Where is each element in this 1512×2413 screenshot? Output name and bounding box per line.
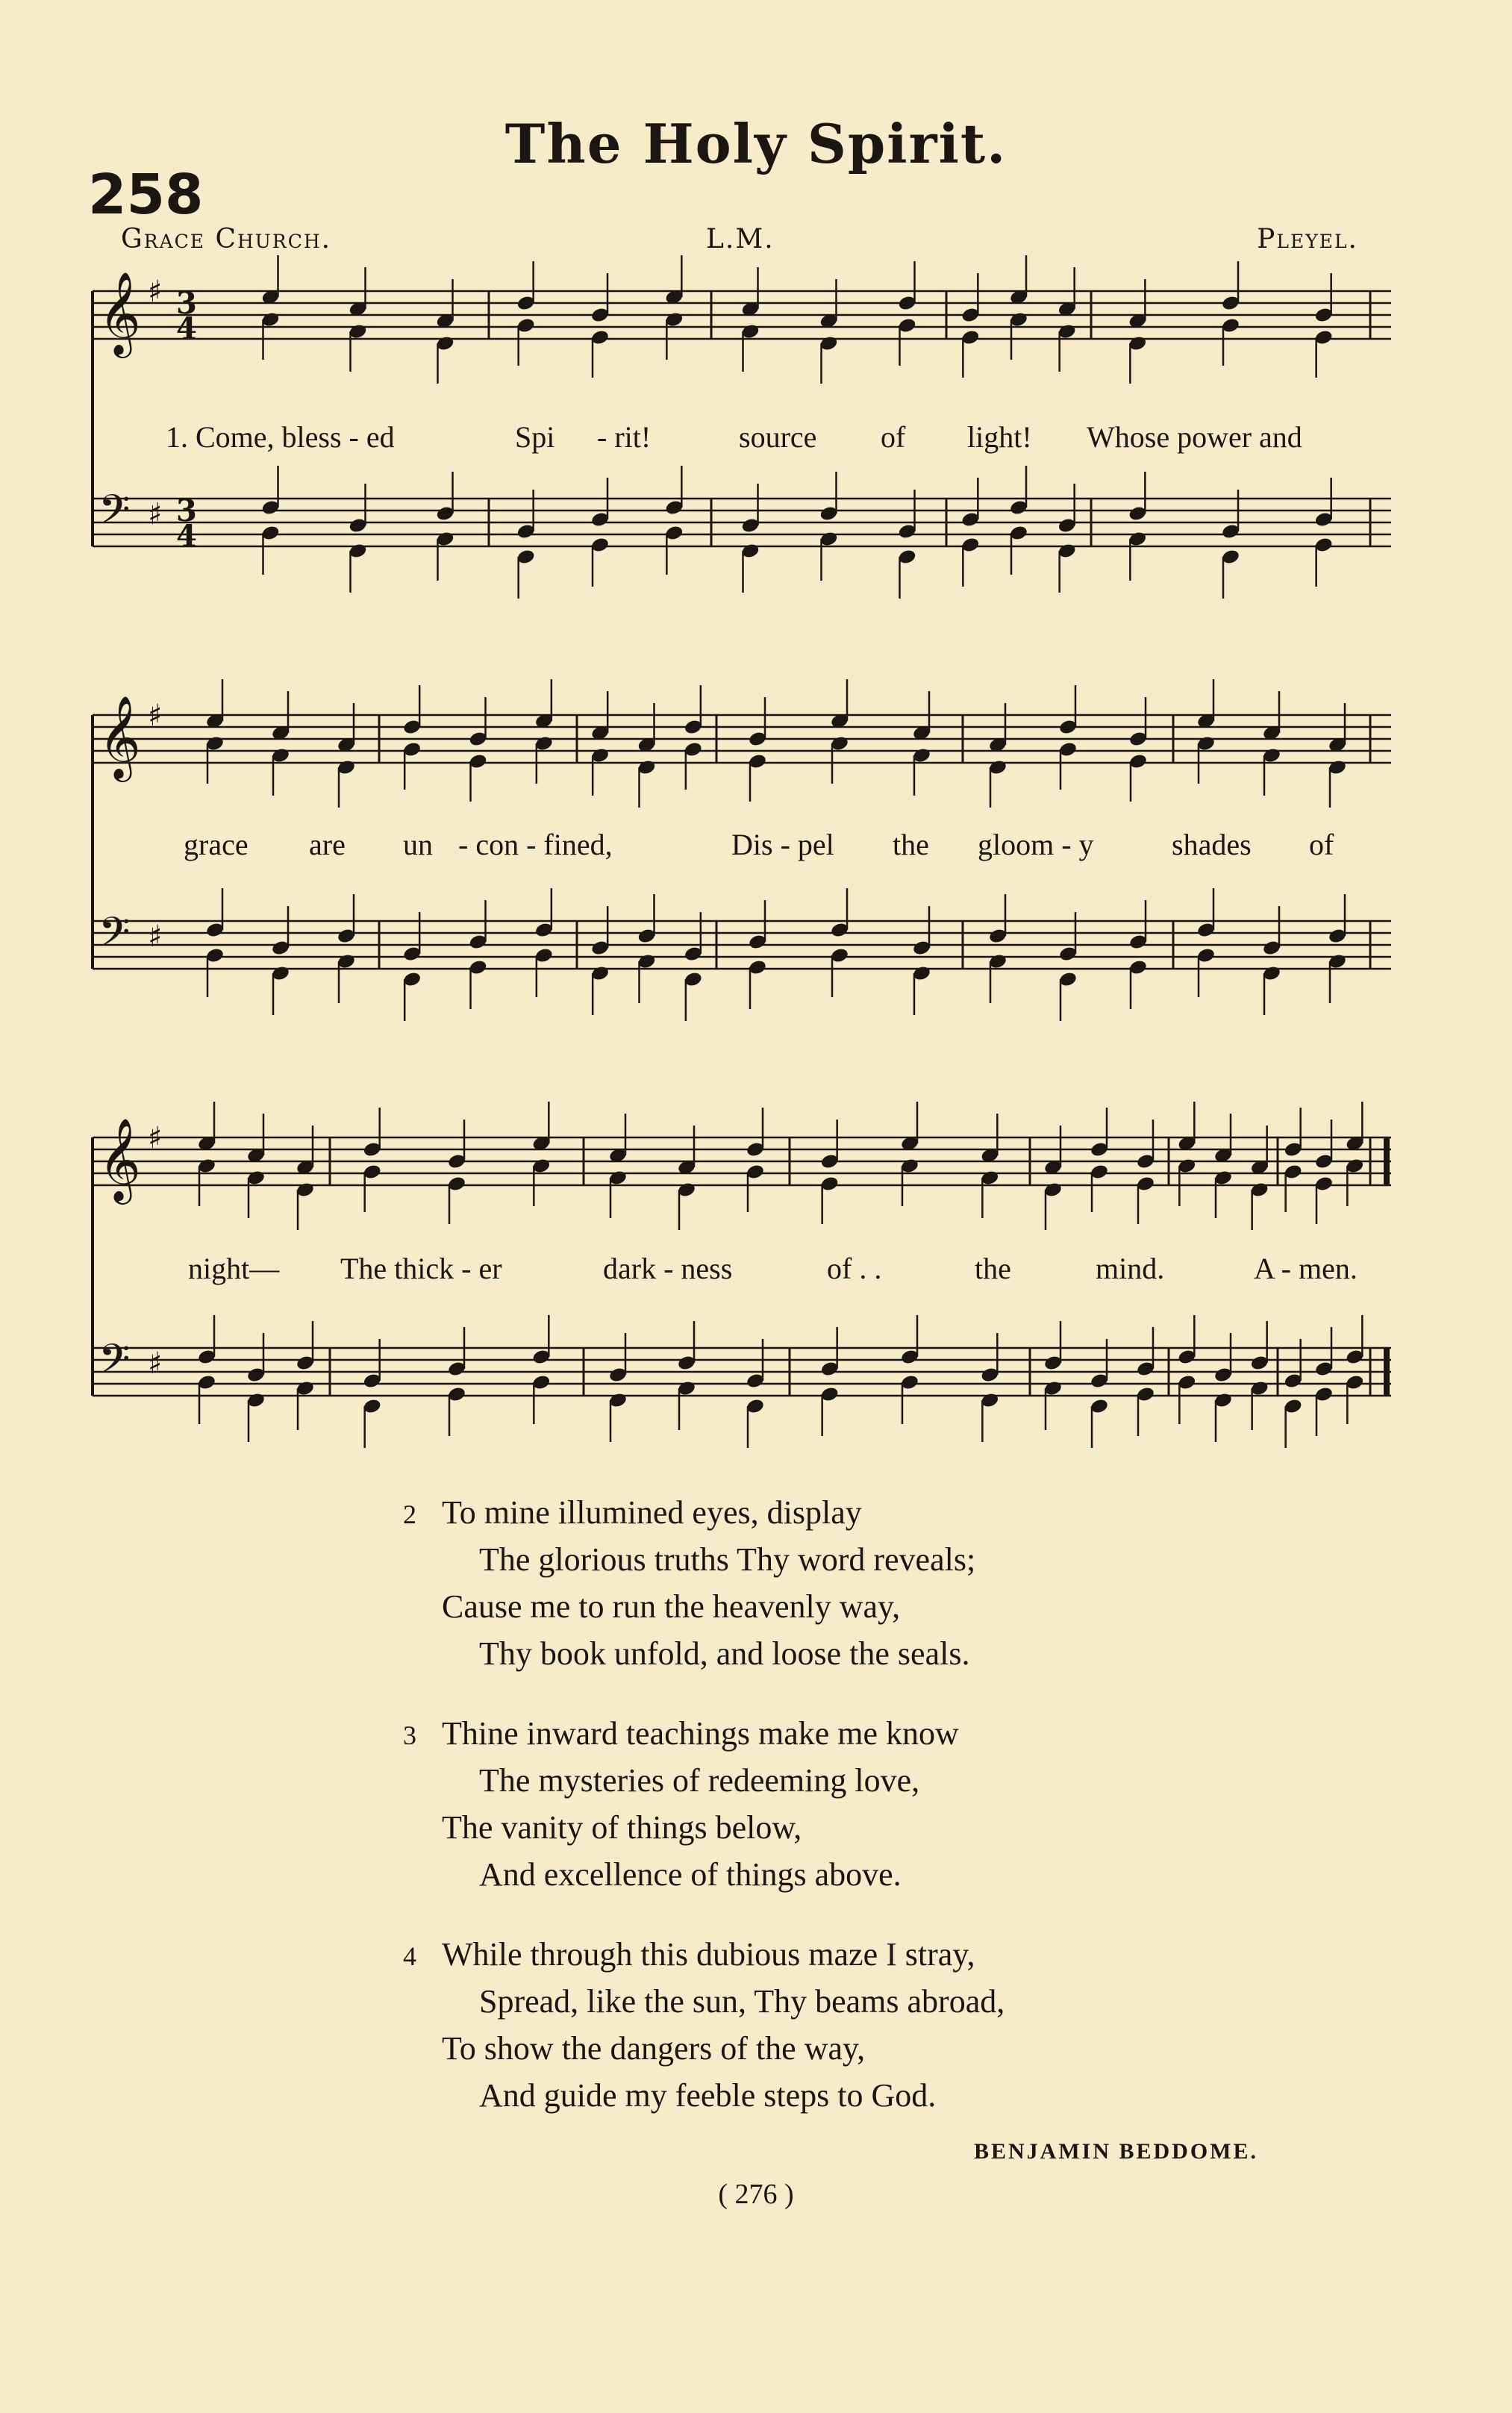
lyric-syllable: the bbox=[893, 828, 929, 861]
lyric-syllable: A - men. bbox=[1254, 1252, 1358, 1285]
meter: L.M. bbox=[706, 224, 775, 255]
key-signature-sharp: ♯ bbox=[148, 497, 163, 531]
key-signature-sharp: ♯ bbox=[148, 699, 163, 733]
treble-clef: 𝄞 bbox=[99, 1117, 141, 1201]
lyric-syllable: - rit! bbox=[597, 420, 652, 454]
lyric-syllable: Spi bbox=[515, 420, 555, 454]
lyric-syllable: shades bbox=[1172, 828, 1252, 861]
treble-clef: 𝄞 bbox=[99, 695, 141, 778]
verse-line: Thine inward teachings make me know bbox=[442, 1715, 959, 1752]
verse-line: And excellence of things above. bbox=[479, 1856, 902, 1893]
bass-clef: 𝄢 bbox=[99, 486, 131, 543]
key-signature-sharp: ♯ bbox=[148, 1346, 163, 1381]
verse-line: Spread, like the sun, Thy beams abroad, bbox=[479, 1983, 1005, 2020]
verse-line: While through this dubious maze I stray, bbox=[442, 1936, 975, 1973]
verse-line: Thy book unfold, and loose the seals. bbox=[479, 1635, 970, 1672]
verse-line: The vanity of things below, bbox=[442, 1809, 802, 1846]
lyric-syllable: of . . bbox=[827, 1252, 882, 1285]
lyric-syllable: light! bbox=[967, 420, 1032, 454]
lyric-syllable: of bbox=[881, 420, 906, 454]
time-signature: 4 bbox=[176, 519, 197, 554]
lyric-syllable: the bbox=[975, 1252, 1011, 1285]
lyric-syllable: - con - fined, bbox=[458, 828, 613, 861]
bass-clef: 𝄢 bbox=[99, 1335, 131, 1393]
lyric-syllable: gloom - y bbox=[978, 828, 1094, 861]
verse-line: To mine illumined eyes, display bbox=[442, 1494, 862, 1531]
tune-name: Grace Church. bbox=[121, 224, 332, 255]
verse bbox=[403, 1489, 1005, 1677]
verse-line: The mysteries of redeeming love, bbox=[479, 1762, 920, 1799]
key-signature-sharp: ♯ bbox=[148, 1121, 163, 1155]
verse-number: 3 bbox=[403, 1720, 416, 1750]
verse-number: 2 bbox=[403, 1499, 416, 1529]
verse bbox=[403, 1931, 1005, 2119]
lyric-syllable: source bbox=[739, 420, 817, 454]
hymn-number: 258 bbox=[88, 163, 204, 227]
page-number: ( 276 ) bbox=[718, 2179, 794, 2210]
treble-clef: 𝄞 bbox=[99, 271, 141, 355]
key-signature-sharp: ♯ bbox=[148, 275, 163, 309]
time-signature: 4 bbox=[176, 311, 197, 346]
lyric-syllable: grace bbox=[184, 828, 249, 861]
lyric-syllable: 1. Come, bless - ed bbox=[166, 420, 395, 454]
section-title: The Holy Spirit. bbox=[504, 112, 1008, 175]
verse-line: And guide my feeble steps to God. bbox=[479, 2077, 937, 2114]
lyric-syllable: Whose power and bbox=[1087, 420, 1302, 454]
bass-clef: 𝄢 bbox=[99, 908, 131, 966]
author-credit: BENJAMIN BEDDOME. bbox=[973, 2139, 1258, 2164]
lyric-syllable: night— bbox=[188, 1252, 280, 1285]
time-signature: 3 bbox=[176, 286, 197, 321]
key-signature-sharp: ♯ bbox=[148, 920, 163, 954]
lyric-syllable: Dis - pel bbox=[731, 828, 834, 861]
lyric-syllable: dark - ness bbox=[603, 1252, 733, 1285]
lyric-syllable: un bbox=[403, 828, 433, 861]
verse-line: Cause me to run the heavenly way, bbox=[442, 1588, 901, 1625]
time-signature: 3 bbox=[176, 493, 197, 528]
lyric-syllable: are bbox=[309, 828, 346, 861]
verses bbox=[403, 1489, 1005, 2152]
lyric-syllable: of bbox=[1309, 828, 1334, 861]
lyric-syllable: mind. bbox=[1096, 1252, 1165, 1285]
composer: Pleyel. bbox=[1257, 224, 1358, 255]
verse-line: To show the dangers of the way, bbox=[442, 2030, 866, 2067]
lyric-syllable: The thick - er bbox=[340, 1252, 502, 1285]
verse bbox=[403, 1710, 1005, 1898]
verse-number: 4 bbox=[403, 1941, 416, 1971]
verse-line: The glorious truths Thy word reveals; bbox=[479, 1541, 976, 1578]
